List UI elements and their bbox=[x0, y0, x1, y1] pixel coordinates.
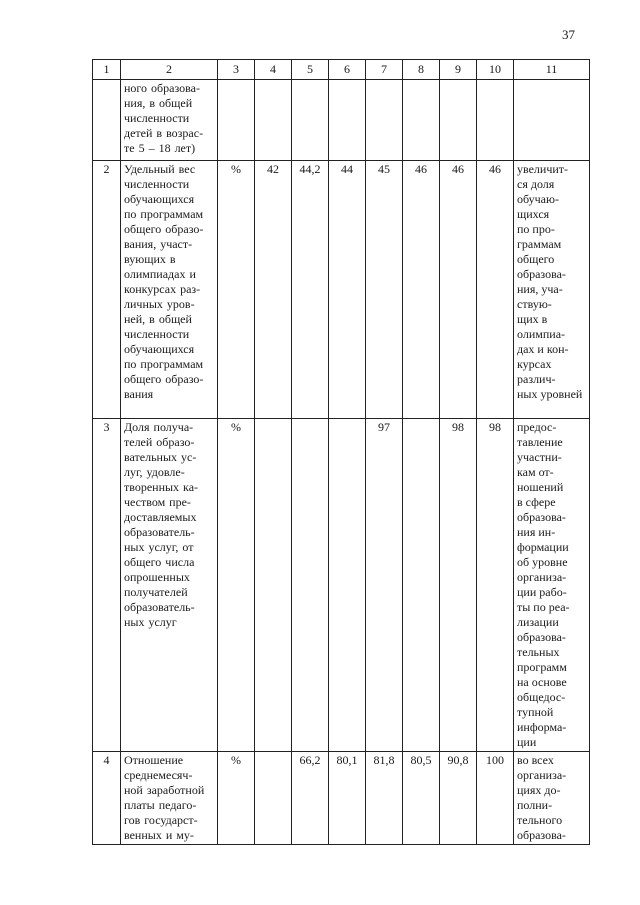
value-cell: 46 bbox=[477, 161, 514, 419]
table-row bbox=[93, 80, 590, 161]
cell-text-line: луг, удовле- bbox=[124, 465, 185, 479]
value-cell: 97 bbox=[366, 419, 403, 752]
value-cell: 42 bbox=[255, 161, 292, 419]
cell-text-line: те 5 – 18 лет) bbox=[124, 141, 196, 155]
cell-text-line: общего образо- bbox=[124, 222, 204, 236]
value-cell: 80,5 bbox=[403, 752, 440, 845]
value-cell: 46 bbox=[440, 161, 477, 419]
cell-text-line: Отношение bbox=[124, 753, 184, 767]
cell-text-line: ты по реа- bbox=[517, 600, 570, 614]
header-cell: 6 bbox=[329, 60, 366, 80]
cell-text-line: общего образо- bbox=[124, 372, 204, 386]
cell-text-line: опрошенных bbox=[124, 570, 190, 584]
cell-text-line: телей образо- bbox=[124, 435, 195, 449]
result-note bbox=[514, 419, 590, 752]
cell-text-line: ния, в общей bbox=[124, 96, 193, 110]
cell-text-line: среднемесяч- bbox=[124, 768, 193, 782]
cell-text-line: детей в возрас- bbox=[124, 126, 204, 140]
indicator-name bbox=[121, 752, 218, 845]
cell-text-line: увеличит- bbox=[517, 162, 569, 176]
cell-text-line: по программам bbox=[124, 207, 204, 221]
table-row bbox=[93, 161, 590, 419]
value-cell: 80,1 bbox=[329, 752, 366, 845]
cell-text-line: чеством пре- bbox=[124, 495, 191, 509]
value-cell: 46 bbox=[403, 161, 440, 419]
cell-text-line: обучаю- bbox=[517, 192, 559, 206]
row-number bbox=[93, 80, 121, 161]
value-cell: 66,2 bbox=[292, 752, 329, 845]
cell-text-line: участни- bbox=[517, 450, 562, 464]
cell-text-line: об уровне bbox=[517, 555, 568, 569]
cell-text-line: циях до- bbox=[517, 783, 561, 797]
cell-text-line: во всех bbox=[517, 753, 554, 767]
cell-text-line: общедос- bbox=[517, 690, 566, 704]
value-cell: 100 bbox=[477, 752, 514, 845]
cell-text-line: ного образова- bbox=[124, 81, 200, 95]
cell-text-line: численности bbox=[124, 177, 190, 191]
cell-text-line: тупной bbox=[517, 705, 554, 719]
header-cell: 7 bbox=[366, 60, 403, 80]
cell-text-line: организа- bbox=[517, 768, 567, 782]
cell-text-line: информа- bbox=[517, 720, 567, 734]
unit-cell: % bbox=[218, 161, 255, 419]
cell-text-line: образова- bbox=[517, 630, 566, 644]
cell-text-line: программ bbox=[517, 660, 567, 674]
cell-text-line: щих в bbox=[517, 312, 548, 326]
cell-text-line: обучающихся bbox=[124, 192, 195, 206]
cell-text-line: формации bbox=[517, 540, 569, 554]
cell-text-line: ных уровней bbox=[517, 387, 583, 401]
value-cell: 45 bbox=[366, 161, 403, 419]
cell-text-line: граммам bbox=[517, 237, 562, 251]
value-cell bbox=[255, 752, 292, 845]
result-note bbox=[514, 161, 590, 419]
cell-text-line: дах и кон- bbox=[517, 342, 569, 356]
cell-text-line: ния, уча- bbox=[517, 282, 563, 296]
cell-text-line: полни- bbox=[517, 798, 553, 812]
value-cell bbox=[477, 80, 514, 161]
row-number: 2 bbox=[93, 161, 121, 419]
cell-text-line: образователь- bbox=[124, 525, 195, 539]
cell-text-line: гов государст- bbox=[124, 813, 198, 827]
value-cell bbox=[292, 419, 329, 752]
value-cell bbox=[255, 419, 292, 752]
table-row bbox=[93, 752, 590, 845]
header-cell: 1 bbox=[93, 60, 121, 80]
result-note bbox=[514, 752, 590, 845]
cell-text-line: ции bbox=[517, 735, 537, 749]
cell-text-line: ной заработной bbox=[124, 783, 205, 797]
cell-text-line: образова- bbox=[517, 510, 566, 524]
value-cell bbox=[255, 80, 292, 161]
cell-text-line: численности bbox=[124, 111, 190, 125]
row-number: 3 bbox=[93, 419, 121, 752]
cell-text-line: вующих в bbox=[124, 252, 176, 266]
cell-text-line: курсах bbox=[517, 357, 552, 371]
unit-cell bbox=[218, 80, 255, 161]
cell-text-line: кам от- bbox=[517, 465, 554, 479]
cell-text-line: ных услуг bbox=[124, 615, 177, 629]
value-cell bbox=[366, 80, 403, 161]
cell-text-line: Доля получа- bbox=[124, 420, 194, 434]
cell-text-line: личных уров- bbox=[124, 297, 195, 311]
value-cell bbox=[403, 419, 440, 752]
value-cell: 81,8 bbox=[366, 752, 403, 845]
cell-text-line: Удельный вес bbox=[124, 162, 196, 176]
header-cell: 2 bbox=[121, 60, 218, 80]
indicator-name bbox=[121, 161, 218, 419]
cell-text-line: ношений bbox=[517, 480, 564, 494]
cell-text-line: творенных ка- bbox=[124, 480, 199, 494]
cell-text-line: тельного bbox=[517, 813, 563, 827]
value-cell: 98 bbox=[440, 419, 477, 752]
header-row bbox=[93, 60, 590, 80]
indicator-name bbox=[121, 419, 218, 752]
cell-text-line: образова- bbox=[517, 267, 566, 281]
cell-text-line: олимпиа- bbox=[517, 327, 566, 341]
indicator-name bbox=[121, 80, 218, 161]
page-number: 37 bbox=[562, 27, 575, 42]
cell-text-line: получателей bbox=[124, 585, 188, 599]
cell-text-line: образователь- bbox=[124, 600, 195, 614]
cell-text-line: по про- bbox=[517, 222, 555, 236]
header-cell: 4 bbox=[255, 60, 292, 80]
unit-cell: % bbox=[218, 752, 255, 845]
value-cell bbox=[329, 419, 366, 752]
value-cell bbox=[403, 80, 440, 161]
cell-text-line: олимпиадах и bbox=[124, 267, 196, 281]
cell-text-line: тельных bbox=[517, 645, 560, 659]
value-cell: 44,2 bbox=[292, 161, 329, 419]
header-cell: 3 bbox=[218, 60, 255, 80]
cell-text-line: ных услуг, от bbox=[124, 540, 194, 554]
cell-text-line: ся доля bbox=[517, 177, 555, 191]
unit-cell: % bbox=[218, 419, 255, 752]
cell-text-line: ствую- bbox=[517, 297, 552, 311]
header-cell: 5 bbox=[292, 60, 329, 80]
cell-text-line: организа- bbox=[517, 570, 567, 584]
row-number: 4 bbox=[93, 752, 121, 845]
cell-text-line: венных и му- bbox=[124, 828, 194, 842]
cell-text-line: по программам bbox=[124, 357, 204, 371]
cell-text-line: обучающихся bbox=[124, 342, 195, 356]
header-cell: 9 bbox=[440, 60, 477, 80]
cell-text-line: щихся bbox=[517, 207, 550, 221]
cell-text-line: на основе bbox=[517, 675, 567, 689]
cell-text-line: различ- bbox=[517, 372, 556, 386]
cell-text-line: вания, участ- bbox=[124, 237, 193, 251]
cell-text-line: численности bbox=[124, 327, 190, 341]
cell-text-line: лизации bbox=[517, 615, 559, 629]
cell-text-line: в сфере bbox=[517, 495, 556, 509]
header-cell: 8 bbox=[403, 60, 440, 80]
value-cell bbox=[292, 80, 329, 161]
value-cell bbox=[329, 80, 366, 161]
table-row bbox=[93, 419, 590, 752]
value-cell: 98 bbox=[477, 419, 514, 752]
cell-text-line: предос- bbox=[517, 420, 557, 434]
cell-text-line: вания bbox=[124, 387, 154, 401]
cell-text-line: ней, в общей bbox=[124, 312, 192, 326]
value-cell: 44 bbox=[329, 161, 366, 419]
cell-text-line: тавление bbox=[517, 435, 563, 449]
cell-text-line: платы педаго- bbox=[124, 798, 197, 812]
cell-text-line: образова- bbox=[517, 828, 566, 842]
indicator-table bbox=[92, 59, 590, 845]
header-cell: 11 bbox=[514, 60, 590, 80]
cell-text-line: ции рабо- bbox=[517, 585, 567, 599]
cell-text-line: доставляемых bbox=[124, 510, 197, 524]
cell-text-line: общего bbox=[517, 252, 555, 266]
value-cell: 90,8 bbox=[440, 752, 477, 845]
cell-text-line: вательных ус- bbox=[124, 450, 197, 464]
cell-text-line: конкурсах раз- bbox=[124, 282, 201, 296]
result-note bbox=[514, 80, 590, 161]
header-cell: 10 bbox=[477, 60, 514, 80]
cell-text-line: ния ин- bbox=[517, 525, 556, 539]
value-cell bbox=[440, 80, 477, 161]
cell-text-line: общего числа bbox=[124, 555, 195, 569]
